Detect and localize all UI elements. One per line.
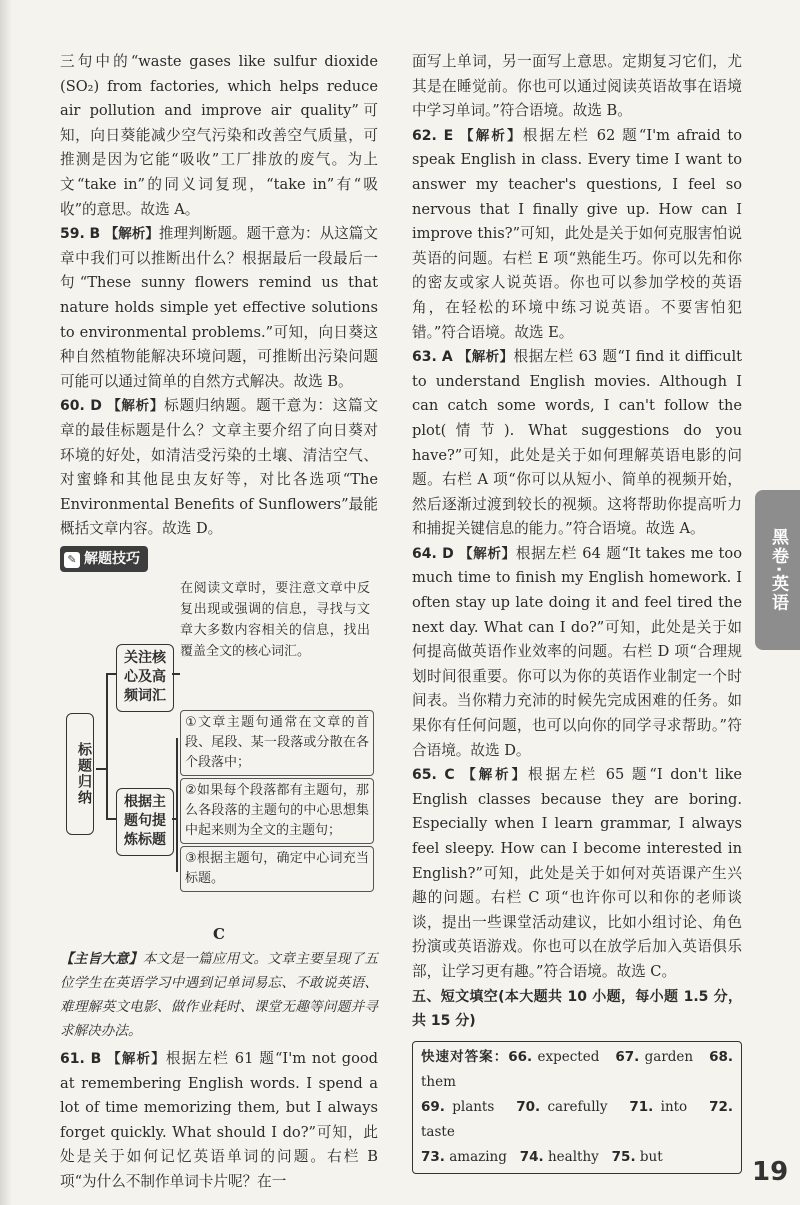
answer-number: 67. — [615, 1048, 640, 1065]
pencil-icon: ✎ — [64, 552, 80, 568]
question-number: 65. — [412, 767, 437, 784]
analysis-tag: 【解析】 — [104, 226, 159, 243]
answer-number: 68. — [709, 1048, 734, 1065]
connector — [106, 673, 116, 675]
answer-word: expected — [537, 1048, 600, 1065]
analysis-tag: 【解析】 — [107, 1051, 166, 1068]
explanation-text: 根据左栏 62 题“I'm afraid to speak English in class. Every time I want to answer my teacher's questions, I feel so nervous that I finally give up. How can I improve this?”可知，此处是关于如何克服害怕说英语的问题。右栏 E 项“熟能生巧。你可以先和你的密友或家人说英语。你也可以参加学校的英语角，在轻松的环境中练习说英语。不要害怕犯错。”符合语境。故选 E。 — [412, 126, 743, 341]
main-idea — [60, 947, 378, 1043]
question-number: 63. — [412, 349, 437, 366]
continued-explanation: 三句中的“waste gases like sulfur dioxide (SO₂) from factories, which helps reduce air pollution and improve air quality”可知，向日葵能减少空气污染和改善空气质量，可推测是因为它能“吸收”工厂排放的废气。为上文“take in”的同义词复现，“take in”有“吸收”的意思。故选 A。 — [60, 53, 378, 218]
left-column — [60, 50, 378, 1195]
answer-word: carefully — [547, 1098, 608, 1115]
question-number: 64. — [412, 545, 437, 562]
quick-answers-box — [412, 1041, 742, 1174]
analysis-tag: 【解析】 — [457, 349, 514, 366]
answer-letter: D — [442, 545, 454, 562]
answer-word: into — [660, 1098, 688, 1115]
main-idea-text: 本文是一篇应用文。文章主要呈现了五位学生在英语学习中遇到记单词易忘、不敢说英语、难理解英文电影、做作业耗时、课堂无趣等问题并寻求解决办法。 — [60, 951, 379, 1040]
explanation-text: 根据左栏 61 题“I'm not good at remembering English words. I spend a lot of time memorizing them, but I always forget quickly. What should I do?”可知，此处是关于如何记忆英语单词的问题。右栏 B 项“为什么不制作单词卡片呢？在一 — [60, 1050, 379, 1191]
answer-letter: B — [90, 1051, 102, 1068]
right-column — [412, 50, 742, 1174]
connector — [106, 818, 116, 820]
answer-number: 73. — [421, 1148, 445, 1165]
analysis-tag: 【解析】 — [462, 767, 529, 784]
explanation-text: 根据左栏 64 题“It takes me too much time to finish my English homework. I often stay up late doing it and feel tired the next day. What can I do?”可知，此处是关于如何提高做英语作业效率的问题。右栏 D 项“合理规划时间很重要。你可以为你的英语作业制定一个时间表。当你精力充沛的时候先完成困难的任务。如果你有任何问题，也可以向你的同学寻求帮助。”符合语境。故选 D。 — [412, 544, 742, 759]
answer-letter: E — [443, 127, 454, 144]
answer-number: 75. — [611, 1148, 636, 1165]
answer-number: 74. — [519, 1148, 544, 1165]
main-idea-tag: 【主旨大意】 — [60, 951, 143, 968]
tips-step-1: ①文章主题句通常在文章的首段、尾段、某一段落或分散在各个段落中； — [180, 710, 374, 776]
analysis-tag: 【解析】 — [107, 398, 165, 415]
answer-word: healthy — [547, 1148, 599, 1165]
connector — [96, 768, 106, 770]
question-65-explanation — [412, 763, 742, 984]
answer-number: 66. — [508, 1048, 533, 1065]
tips-intro: 在阅读文章时，要注意文章中反复出现或强调的信息，寻找与文章大多数内容相关的信息，找出覆盖全文的核心词汇。 — [180, 581, 370, 660]
question-63-explanation — [412, 345, 742, 542]
question-number: 61. — [60, 1051, 85, 1068]
answer-word: them — [421, 1073, 456, 1090]
tips-node-keywords: 关注核心及高频词汇 — [116, 644, 174, 712]
side-tab-label: 黑卷·英语 — [755, 490, 800, 650]
question-number: 62. — [412, 127, 437, 144]
tips-main-node: 标题归纳 — [66, 713, 94, 835]
answer-letter: D — [90, 398, 102, 415]
continued-explanation: 面写上单词，另一面写上意思。定期复习它们，尤其是在睡觉前。你也可以通过阅读英语故事在语境中学习单词。”符合语境。故选 B。 — [412, 53, 742, 120]
question-60-explanation — [60, 394, 378, 542]
answer-word: taste — [421, 1123, 455, 1140]
answer-letter: B — [89, 226, 101, 243]
tips-diagram — [60, 578, 378, 918]
question-62-explanation — [412, 124, 742, 345]
explanation-text: 根据左栏 65 题“I don't like English classes because they are boring. Especially when I learn grammar, I always feel sleepy. How can I become interested in English?”可知，此处是关于如何对英语课产生兴趣的问题。右栏 C 项“也许你可以和你的老师谈谈，提出一些课堂活动建议，比如小组讨论、角色扮演或英语游戏。你也可以在放学后加入英语俱乐部，让学习更有趣。”符合语境。故选 C。 — [412, 766, 743, 980]
section-heading: 五、短文填空(本大题共 10 小题，每小题 1.5 分，共 15 分) — [412, 988, 742, 1029]
answer-word: amazing — [449, 1148, 507, 1165]
answer-word: garden — [644, 1048, 694, 1065]
quick-answers-label: 快速对答案： — [421, 1048, 509, 1065]
tips-step-2: ②如果每个段落都有主题句，那么各段落的主题句的中心思想集中起来则为全文的主题句； — [180, 778, 374, 844]
answer-number: 70. — [516, 1098, 541, 1115]
analysis-tag: 【解析】 — [459, 545, 516, 562]
question-59-explanation — [60, 222, 378, 394]
question-number: 59. — [60, 226, 85, 243]
explanation-text: 标题归纳题。题干意为：这篇文章的最佳标题是什么？文章主要介绍了向日葵对环境的好处，如清洁受污染的土壤、清洁空气、对蜜蜂和其他昆虫友好等，对比各选项“The Environmental Benefits of Sunflowers”最能概括文章内容。故选 D。 — [60, 397, 378, 538]
connector — [176, 738, 178, 872]
answer-number: 72. — [709, 1098, 734, 1115]
tips-node-topic-sentence: 根据主题句提炼标题 — [116, 788, 174, 856]
page-edge-shadow — [0, 0, 12, 1205]
page-number: 19 — [752, 1157, 789, 1187]
tips-step-3: ③根据主题句，确定中心词充当标题。 — [180, 846, 374, 892]
question-64-explanation — [412, 542, 742, 763]
tips-heading — [60, 546, 148, 573]
tips-title: 解题技巧 — [84, 550, 140, 567]
question-61-explanation — [60, 1047, 378, 1195]
answer-number: 69. — [421, 1098, 445, 1115]
answer-word: but — [639, 1148, 663, 1165]
answer-letter: C — [444, 767, 455, 784]
analysis-tag: 【解析】 — [460, 127, 523, 144]
answer-number: 71. — [629, 1098, 654, 1115]
question-number: 60. — [60, 398, 85, 415]
passage-letter: C — [213, 925, 225, 944]
answer-word: plants — [452, 1098, 495, 1115]
connector — [106, 673, 108, 819]
answer-letter: A — [441, 349, 453, 366]
connector — [172, 673, 180, 675]
explanation-text: 根据左栏 63 题“I find it difficult to understand English movies. Although I can catch some words, I can't follow the plot(情节). What suggestions do you have?”可知，此处是关于如何理解英语电影的问题。右栏 A 项“你可以从短小、简单的视频开始，然后逐渐过渡到较长的视频。这将帮助你提高听力和捕捉关键信息的能力。”符合语境。故选 A。 — [412, 348, 742, 538]
explanation-text: 推理判断题。题干意为：从这篇文章中我们可以推断出什么？根据最后一段最后一句“These sunny flowers remind us that nature holds simple yet effective solutions to environmental problems.”可知，向日葵这种自然植物能解决环境问题，可推断出污染问题可能可以通过简单的自然方式解决。故选 B。 — [60, 225, 378, 390]
